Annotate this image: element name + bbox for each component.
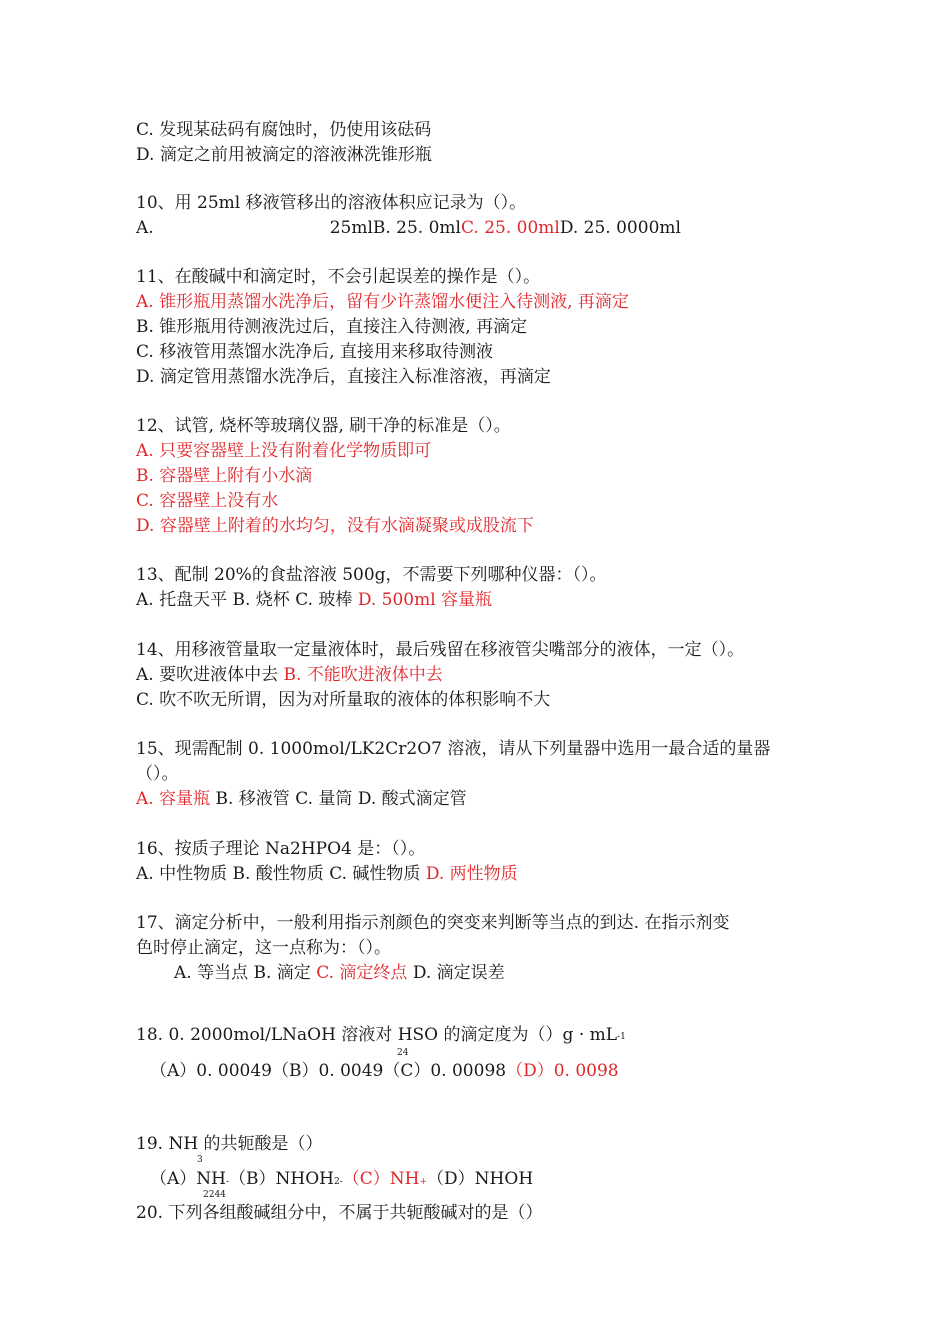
q13-stem: 13、配制 20%的食盐溶液 500g，不需要下列哪种仪器：（）。 bbox=[136, 565, 607, 585]
q11-option-d: D. 滴定管用蒸馏水洗净后，直接注入标准溶液，再滴定 bbox=[136, 367, 551, 387]
q18-option-abc: （A）0. 00049（B）0. 0049（C）0. 00098 bbox=[150, 1061, 507, 1081]
q17-option-d: D. 滴定误差 bbox=[407, 963, 505, 983]
q12-option-a: A. 只要容器壁上没有附着化学物质即可 bbox=[136, 441, 432, 461]
q19-option-c-charge: + bbox=[419, 1177, 428, 1187]
q11-stem: 11、在酸碱中和滴定时，不会引起误差的操作是（）。 bbox=[136, 267, 541, 287]
q18-unit-superscript: -1 bbox=[617, 1032, 626, 1042]
q19-stem: 19. NH 的共轭酸是（） bbox=[136, 1134, 323, 1154]
q16-option-abc: A. 中性物质 B. 酸性物质 C. 碱性物质 bbox=[136, 864, 426, 884]
q12-option-b: B. 容器壁上附有小水滴 bbox=[136, 466, 313, 486]
q14-stem: 14、用移液管量取一定量液体时，最后残留在移液管尖嘴部分的液体，一定（）。 bbox=[136, 640, 745, 660]
q11-option-c: C. 移液管用蒸馏水洗净后, 直接用来移取待测液 bbox=[136, 342, 494, 362]
q9-option-d: D. 滴定之前用被滴定的溶液淋洗锥形瓶 bbox=[136, 145, 432, 165]
q18-stem bbox=[136, 1023, 626, 1047]
q16-option-d: D. 两性物质 bbox=[425, 864, 518, 884]
q10-option-a: A. bbox=[136, 218, 154, 238]
q14-option-c: C. 吹不吹无所谓，因为对所量取的液体的体积影响不大 bbox=[136, 690, 551, 710]
q17-option-ab: A. 等当点 B. 滴定 bbox=[174, 963, 317, 983]
q11-option-a: A. 锥形瓶用蒸馏水洗净后，留有少许蒸馏水便注入待测液, 再滴定 bbox=[136, 292, 629, 312]
q19-option-c: （C）NH bbox=[342, 1169, 420, 1189]
q18-options bbox=[150, 1059, 619, 1083]
q17-stem-2: 色时停止滴定，这一点称为：（）。 bbox=[136, 938, 391, 958]
q12-stem: 12、试管, 烧杯等玻璃仪器, 刷干净的标准是（）。 bbox=[136, 416, 511, 436]
q10-stem: 10、用 25ml 移液管移出的溶液体积应记录为（）。 bbox=[136, 193, 527, 213]
q10-option-c: C. 25. 00ml bbox=[461, 218, 560, 238]
q18-subscript: 24 bbox=[397, 1048, 409, 1058]
q10-option-d: D. 25. 0000ml bbox=[559, 218, 681, 238]
q19-option-b: （B）NHOH bbox=[229, 1169, 334, 1189]
q14-option-a: A. 要吹进液体中去 bbox=[136, 665, 284, 685]
q12-option-d: D. 容器壁上附着的水均匀，没有水滴凝聚或成股流下 bbox=[136, 516, 534, 536]
q13-options bbox=[136, 588, 492, 612]
q16-options bbox=[136, 862, 518, 886]
q17-options bbox=[174, 961, 505, 985]
q19-option-a-charge: - bbox=[225, 1177, 230, 1187]
q15-option-bcd: B. 移液管 C. 量筒 D. 酸式滴定管 bbox=[210, 789, 467, 809]
q17-option-c: C. 滴定终点 bbox=[316, 963, 408, 983]
q18-option-d: （D）0. 0098 bbox=[506, 1061, 619, 1081]
q19-option-subscripts: 2244 bbox=[203, 1190, 226, 1200]
q19-subscript: 3 bbox=[197, 1155, 203, 1165]
q10-option-ab: 25mlB. 25. 0ml bbox=[329, 218, 461, 238]
q15-options bbox=[136, 787, 467, 811]
q20-stem: 20. 下列各组酸碱组分中，不属于共轭酸碱对的是（） bbox=[136, 1203, 543, 1223]
q14-option-b: B. 不能吹进液体中去 bbox=[283, 665, 443, 685]
q19-option-a: （A）NH bbox=[150, 1169, 226, 1189]
q16-stem: 16、按质子理论 Na2HPO4 是：（）。 bbox=[136, 839, 426, 859]
q15-option-a: A. 容量瓶 bbox=[136, 789, 211, 809]
q12-option-c: C. 容器壁上没有水 bbox=[136, 491, 279, 511]
q13-option-abc: A. 托盘天平 B. 烧杯 C. 玻棒 bbox=[136, 590, 358, 610]
q17-stem-1: 17、滴定分析中，一般利用指示剂颜色的突变来判断等当点的到达. 在指示剂变 bbox=[136, 913, 730, 933]
q13-option-d: D. 500ml 容量瓶 bbox=[357, 590, 493, 610]
q19-option-d: （D）NHOH bbox=[427, 1169, 534, 1189]
q14-options bbox=[136, 663, 443, 687]
q11-option-b: B. 锥形瓶用待测液洗过后，直接注入待测液, 再滴定 bbox=[136, 317, 528, 337]
q15-stem-2: （）。 bbox=[136, 764, 179, 784]
q15-stem-1: 15、现需配制 0. 1000mol/LK2Cr2O7 溶液，请从下列量器中选用一最合适的量器 bbox=[136, 739, 771, 759]
q9-option-c: C. 发现某砝码有腐蚀时，仍使用该砝码 bbox=[136, 120, 432, 140]
q10-options bbox=[136, 216, 681, 240]
q18-stem-text: 18. 0. 2000mol/LNaOH 溶液对 HSO 的滴定度为（）g · mL bbox=[136, 1025, 618, 1045]
q19-option-b-charge: 2- bbox=[334, 1177, 343, 1187]
